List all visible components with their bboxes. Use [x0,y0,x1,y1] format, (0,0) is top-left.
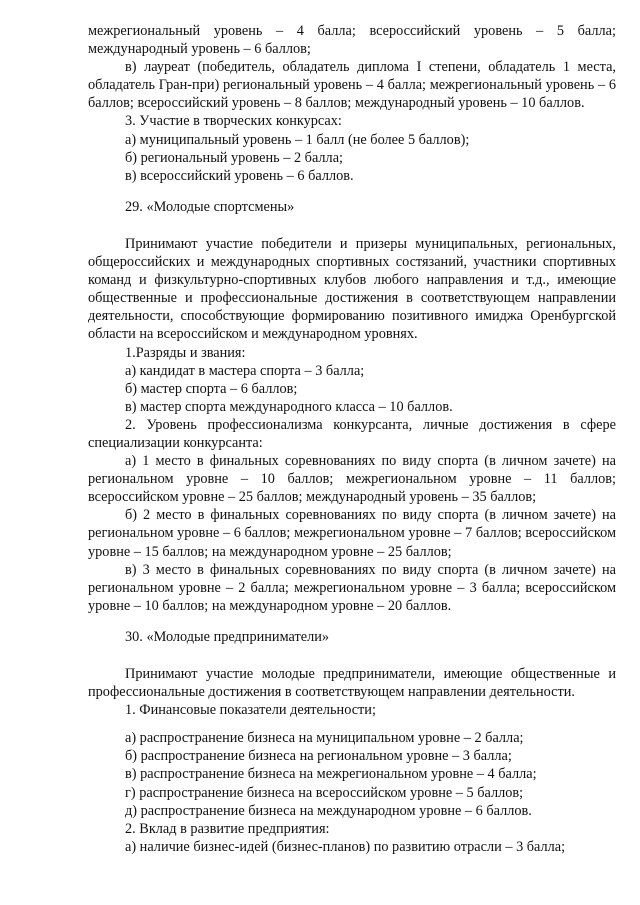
section-29-heading: 29. «Молодые спортсмены» [125,198,295,215]
list-item: б) распространение бизнеса на региональном уровне – 3 балла; [125,748,512,765]
list-item: а) муниципальный уровень – 1 балл (не более 5 баллов); [125,131,470,148]
section-30-heading: 30. «Молодые предприниматели» [125,628,330,645]
continuation-paragraph: межрегиональный уровень – 4 балла; всероссийский уровень – 5 балла; международный уровень – 6 баллов; [88,23,616,58]
laureate-paragraph: в) лауреат (победитель, обладатель диплома I степени, обладатель 1 места, обладатель Гран-при) региональный уровень – 4 балла; межрегиональный уровень – 6 баллов; всероссийский уровень – 8 баллов; международный уровень – 10 баллов. [88,59,616,112]
spacer [88,719,616,729]
list-item: а) кандидат в мастера спорта – 3 балла; [125,362,365,379]
document-page [88,22,616,856]
financial-heading: 1. Финансовые показатели деятельности; [125,702,376,719]
list-item: д) распространение бизнеса на международном уровне – 6 баллов. [125,802,532,819]
section-29-intro: Принимают участие победители и призеры муниципальных, региональных, общероссийских и международных спортивных состязаний, участники спортивных команд и физкультурно-спортивных клубов любого направления и т.д., имеющие общественные и профессиональные достижения в соответствующем направлении деятельности, способствующие формированию позитивного имиджа Оренбургской области на всероссийском и международном уровнях. [88,235,616,343]
spacer [88,185,616,198]
spacer [88,216,616,235]
list-item: а) наличие бизнес-идей (бизнес-планов) по развитию отрасли – 3 балла; [125,838,566,855]
list-item: в) 3 место в финальных соревнованиях по виду спорта (в личном зачете) на региональном уровне – 2 балла; межрегиональном уровне – 3 балла; всероссийском уровне – 10 баллов; на международном уровне – 20 баллов. [88,561,616,614]
list-item: в) распространение бизнеса на межрегиональном уровне – 4 балла; [125,766,537,783]
creative-contests-heading: 3. Участие в творческих конкурсах: [125,113,342,130]
list-item: в) мастер спорта международного класса – 10 баллов. [125,398,453,415]
list-item: в) всероссийский уровень – 6 баллов. [125,167,354,184]
spacer [88,615,616,628]
list-item: а) распространение бизнеса на муниципальном уровне – 2 балла; [125,730,524,747]
professionalism-heading: 2. Уровень профессионализма конкурсанта, личные достижения в сфере специализации конкурсанта: [88,416,616,451]
list-item: б) 2 место в финальных соревнованиях по виду спорта (в личном зачете) на региональном уровне – 6 баллов; межрегиональном уровне – 7 баллов; всероссийском уровне – 15 баллов; на международном уровне – 25 баллов; [88,507,616,560]
enterprise-contribution-heading: 2. Вклад в развитие предприятия: [125,820,330,837]
list-item: а) 1 место в финальных соревнованиях по виду спорта (в личном зачете) на региональном уровне – 10 баллов; межрегиональном уровне – 11 баллов; всероссийском уровне – 25 баллов; международный уровень – 35 баллов; [88,453,616,506]
spacer [88,646,616,665]
section-30-intro: Принимают участие молодые предприниматели, имеющие общественные и профессиональные достижения в соответствующем направлении деятельности. [88,666,616,701]
list-item: б) региональный уровень – 2 балла; [125,149,344,166]
list-item: б) мастер спорта – 6 баллов; [125,380,298,397]
list-item: г) распространение бизнеса на всероссийском уровне – 5 баллов; [125,784,524,801]
ranks-heading: 1.Разряды и звания: [125,344,246,361]
